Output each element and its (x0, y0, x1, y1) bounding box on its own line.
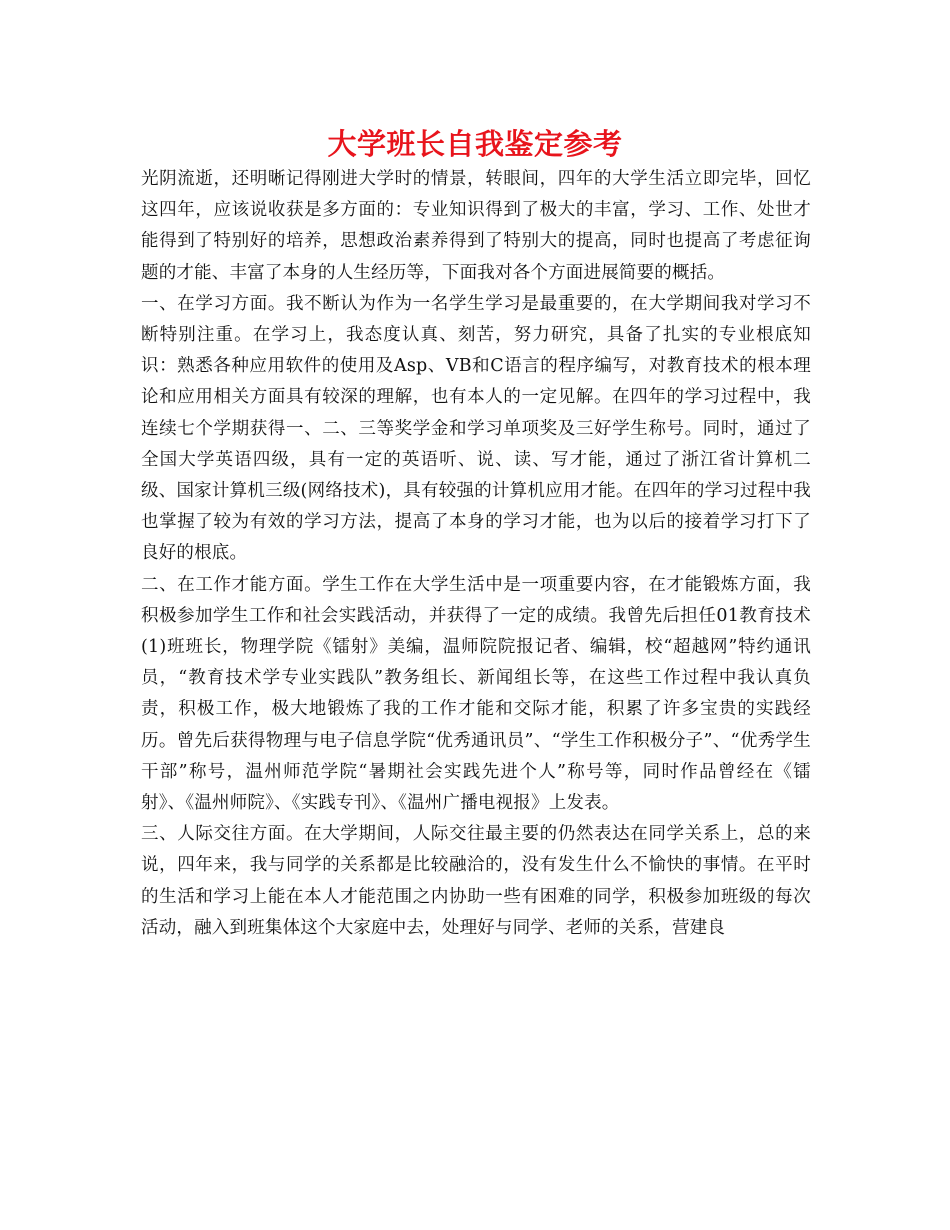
paragraph-relations: 三、人际交往方面。在大学期间，人际交往最主要的仍然表达在同学关系上，总的来说，四年来，我与同学的关系都是比较融洽的，没有发生什么不愉快的事情。在平时的生活和学习上能在本人才能范围之内协助一些有困难的同学，积极参加班级的每次活动，融入到班集体这个大家庭中去，处理好与同学、老师的关系，营建良 (141, 824, 811, 938)
paragraph-study: 一、在学习方面。我不断认为作为一名学生学习是最重要的，在大学期间我对学习不断特别注重。在学习上，我态度认真、刻苦，努力研究，具备了扎实的专业根底知识：熟悉各种应用软件的使用及Asp、VB和C语言的程序编写，对教育技术的根本理论和应用相关方面具有较深的理解，也有本人的一定见解。在四年的学习过程中，我连续七个学期获得一、二、三等奖学金和学习单项奖及三好学生称号。同时，通过了全国大学英语四级，具有一定的英语听、说、读、写才能，通过了浙江省计算机二级、国家计算机三级(网络技术)，具有较强的计算机应用才能。在四年的学习过程中我也掌握了较为有效的学习方法，提高了本身的学习才能，也为以后的接着学习打下了良好的根底。 (141, 293, 811, 564)
document-title: 大学班长自我鉴定参考 (327, 127, 623, 161)
paragraph-intro: 光阴流逝，还明晰记得刚进大学时的情景，转眼间，四年的大学生活立即完毕，回忆这四年，应该说收获是多方面的：专业知识得到了极大的丰富，学习、工作、处世才能得到了特别好的培养，思想政治素养得到了特别大的提高，同时也提高了考虑征询题的才能、丰富了本身的人生经历等，下面我对各个方面进展简要的概括。 (141, 169, 811, 283)
document-body (141, 164, 811, 944)
paragraph-work: 二、在工作才能方面。学生工作在大学生活中是一项重要内容，在才能锻炼方面，我积极参加学生工作和社会实践活动，并获得了一定的成绩。我曾先后担任01教育技术(1)班班长，物理学院《镭射》美编，温师院院报记者、编辑，校“超越网”特约通讯员，“教育技术学专业实践队”教务组长、新闻组长等，在这些工作过程中我认真负责，积极工作，极大地锻炼了我的工作才能和交际才能，积累了许多宝贵的实践经历。曾先后获得物理与电子信息学院“优秀通讯员”、“学生工作积极分子”、“优秀学生干部”称号，温州师范学院“暑期社会实践先进个人”称号等，同时作品曾经在《镭射》、《温州师院》、《实践专刊》、《温州广播电视报》上发表。 (141, 574, 811, 814)
